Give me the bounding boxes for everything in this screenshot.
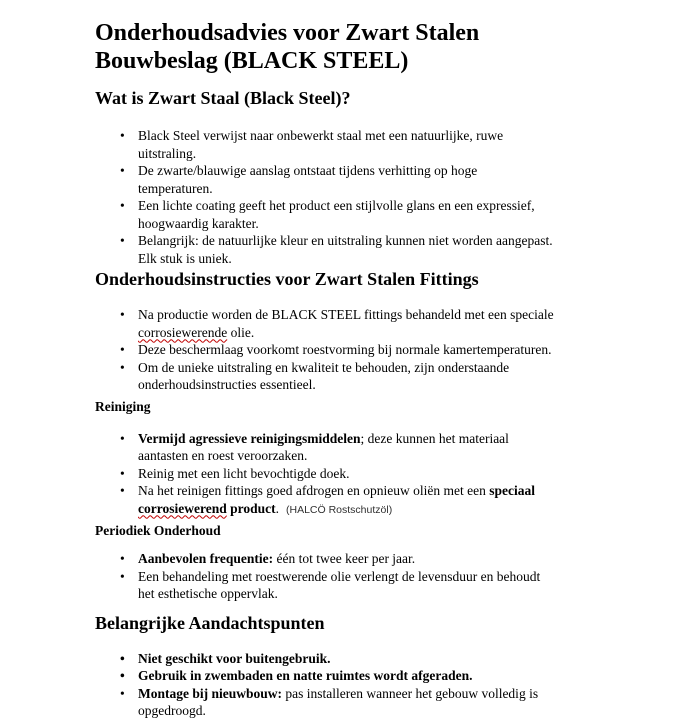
bullet-list-black-steel-info <box>95 127 555 267</box>
section-heading-wat-is-zwart-staal: Wat is Zwart Staal (Black Steel)? <box>95 88 351 108</box>
section-heading-belangrijke-aandachtspunten: Belangrijke Aandachtspunten <box>95 612 325 633</box>
bullet-item: • Gebruik in zwembaden en natte ruimtes wordt afgeraden. <box>138 667 555 685</box>
bullet-text-bold: product <box>226 500 276 516</box>
bullet-item: • Een behandeling met roestwerende olie verlengt de levensduur en behoudt het esthetische oppervlak. <box>138 568 555 603</box>
bullet-item: • Om de unieke uitstraling en kwaliteit te behouden, zijn onderstaande onderhoudsinstructies essentieel. <box>138 359 555 394</box>
bullet-text-bold: Aanbevolen frequentie: <box>138 551 274 566</box>
bullet-item: • Deze beschermlaag voorkomt roestvorming bij normale kamertemperaturen. <box>138 341 555 359</box>
bullet-item <box>138 685 555 720</box>
subsection-heading-periodiek-onderhoud: Periodiek Onderhoud <box>95 523 221 538</box>
product-note: (HALCÖ Rostschutzöl) <box>286 503 393 516</box>
bullet-text: . <box>275 500 279 516</box>
bullet-text: één tot twee keer per jaar. <box>273 551 416 566</box>
bullet-item: • Belangrijk: de natuurlijke kleur en uitstraling kunnen niet worden aangepast. Elk stuk is uniek. <box>138 232 555 267</box>
bullet-item: • Niet geschikt voor buitengebruik. <box>138 650 555 668</box>
bullet-item <box>138 482 555 519</box>
bullet-text-bold: Vermijd agressieve reinigingsmiddelen <box>138 430 361 446</box>
bullet-text: olie. <box>227 324 255 340</box>
bullet-item: • De zwarte/blauwige aanslag ontstaat tijdens verhitting op hoge temperaturen. <box>138 162 555 197</box>
bullet-item <box>138 550 555 568</box>
section-heading-onderhoudsinstructies: Onderhoudsinstructies voor Zwart Stalen Fittings <box>95 269 479 289</box>
bullet-list-onderhoudsinstructies <box>95 306 555 394</box>
bullet-text: ; deze kunnen het materiaal aantasten en roest veroorzaken. <box>138 430 509 463</box>
bullet-list-reiniging <box>95 430 555 520</box>
subsection-heading-reiniging: Reiniging <box>95 398 151 414</box>
bullet-list-aandachtspunten <box>95 650 555 720</box>
bullet-list-periodiek-onderhoud <box>95 550 555 603</box>
bullet-text: Na het reinigen fittings goed afdrogen en opnieuw oliën met een <box>138 483 490 498</box>
bullet-item <box>138 306 555 341</box>
bullet-item: • Reinig met een licht bevochtigde doek. <box>138 465 555 483</box>
spellcheck-word: corrosiewerende <box>138 324 228 340</box>
bullet-text: Na productie worden de BLACK STEEL fittings behandeld met een speciale <box>138 307 554 322</box>
bullet-item: • Een lichte coating geeft het product een stijlvolle glans en een expressief, hoogwaardig karakter. <box>138 197 555 232</box>
spellcheck-word: corrosiewerend <box>138 500 227 516</box>
bullet-item: • Black Steel verwijst naar onbewerkt staal met een natuurlijke, ruwe uitstraling. <box>138 127 555 162</box>
document-title: Onderhoudsadvies voor Zwart Stalen Bouwbeslag (BLACK STEEL) <box>95 20 480 74</box>
bullet-item <box>138 430 555 465</box>
bullet-text-bold: speciaal <box>489 483 536 498</box>
bullet-text: pas installeren wanneer het gebouw volledig is opgedroogd. <box>138 685 539 718</box>
bullet-text-bold: Montage bij nieuwbouw: <box>138 685 283 701</box>
